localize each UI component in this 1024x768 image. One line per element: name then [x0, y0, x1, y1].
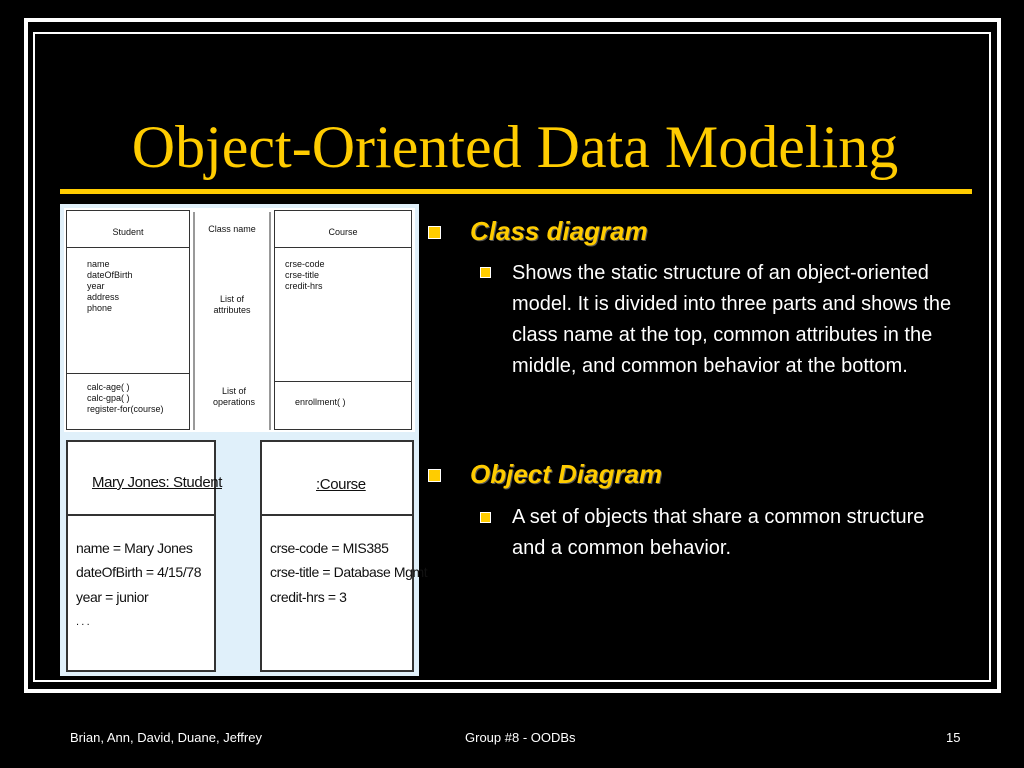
- course-class-box: [274, 210, 412, 430]
- course-object-divider: [262, 514, 412, 516]
- sub-bullet-square-icon: [480, 267, 491, 278]
- bullet-heading-object-diagram: Object Diagram: [470, 459, 663, 489]
- label-class-name: Class name: [208, 224, 256, 234]
- student-attr-1: dateOfBirth: [87, 270, 133, 280]
- course-object-value-2: credit-hrs = 3: [270, 589, 347, 605]
- student-op-2: register-for(course): [87, 404, 164, 414]
- course-attr-0: crse-code: [285, 259, 325, 269]
- student-class-name: Student: [112, 227, 144, 237]
- label-list-of-operations: List of operations: [212, 386, 256, 407]
- bullet-square-icon: [428, 469, 441, 482]
- student-divider-1: [67, 247, 189, 248]
- mary-jones-divider: [68, 514, 214, 516]
- bullet-heading-class-diagram: Class diagram: [470, 216, 648, 246]
- student-divider-2: [67, 373, 189, 374]
- mary-jones-value-0: name = Mary Jones: [76, 540, 193, 556]
- student-attr-2: year: [87, 281, 105, 291]
- course-divider-1: [275, 247, 411, 248]
- course-attr-2: credit-hrs: [285, 281, 323, 291]
- sub-bullet-square-icon: [480, 512, 491, 523]
- course-object-box: [260, 440, 428, 672]
- bracket-arrows-icon: [190, 208, 274, 432]
- mary-jones-value-2: year = junior: [76, 589, 149, 605]
- footer-page-number: 15: [946, 730, 961, 745]
- label-list-of-attributes: List of attributes: [213, 294, 251, 315]
- course-class-name: Course: [328, 227, 358, 237]
- bullet-text-object-diagram: A set of objects that share a common structure and a common behavior.: [512, 506, 925, 559]
- uml-diagram-figure: [60, 204, 428, 676]
- course-object-value-1: crse-title = Database Mgmt: [270, 564, 428, 580]
- student-class-box: [66, 210, 190, 430]
- course-object-value-0: crse-code = MIS385: [270, 540, 389, 556]
- student-op-0: calc-age( ): [87, 382, 130, 392]
- bullet-text-class-diagram: Shows the static structure of an object-oriented model. It is divided into three parts and shows the class name at the top, common attributes in the middle, and common behavior at the bottom.: [512, 262, 952, 377]
- footer-authors: Brian, Ann, David, Duane, Jeffrey: [70, 730, 262, 745]
- mary-jones-value-1: dateOfBirth = 4/15/78: [76, 564, 202, 580]
- course-object-name: :Course: [316, 476, 366, 493]
- student-op-1: calc-gpa( ): [87, 393, 130, 403]
- course-divider-2: [275, 381, 411, 382]
- footer-group: Group #8 - OODBs: [465, 730, 576, 745]
- student-attr-0: name: [87, 259, 110, 269]
- mary-jones-object-box: [66, 440, 222, 672]
- bullet-square-icon: [428, 226, 441, 239]
- student-attr-4: phone: [87, 303, 113, 313]
- mary-jones-value-3: . . .: [76, 616, 90, 628]
- title-underline: [60, 189, 972, 194]
- course-attr-1: crse-title: [285, 270, 320, 280]
- class-diagram-panel: [64, 208, 415, 432]
- course-op-0: enrollment( ): [295, 397, 346, 407]
- slide-title: Object-Oriented Data Modeling: [131, 114, 899, 180]
- student-attr-3: address: [87, 292, 120, 302]
- mary-jones-object-name: Mary Jones: Student: [92, 474, 222, 491]
